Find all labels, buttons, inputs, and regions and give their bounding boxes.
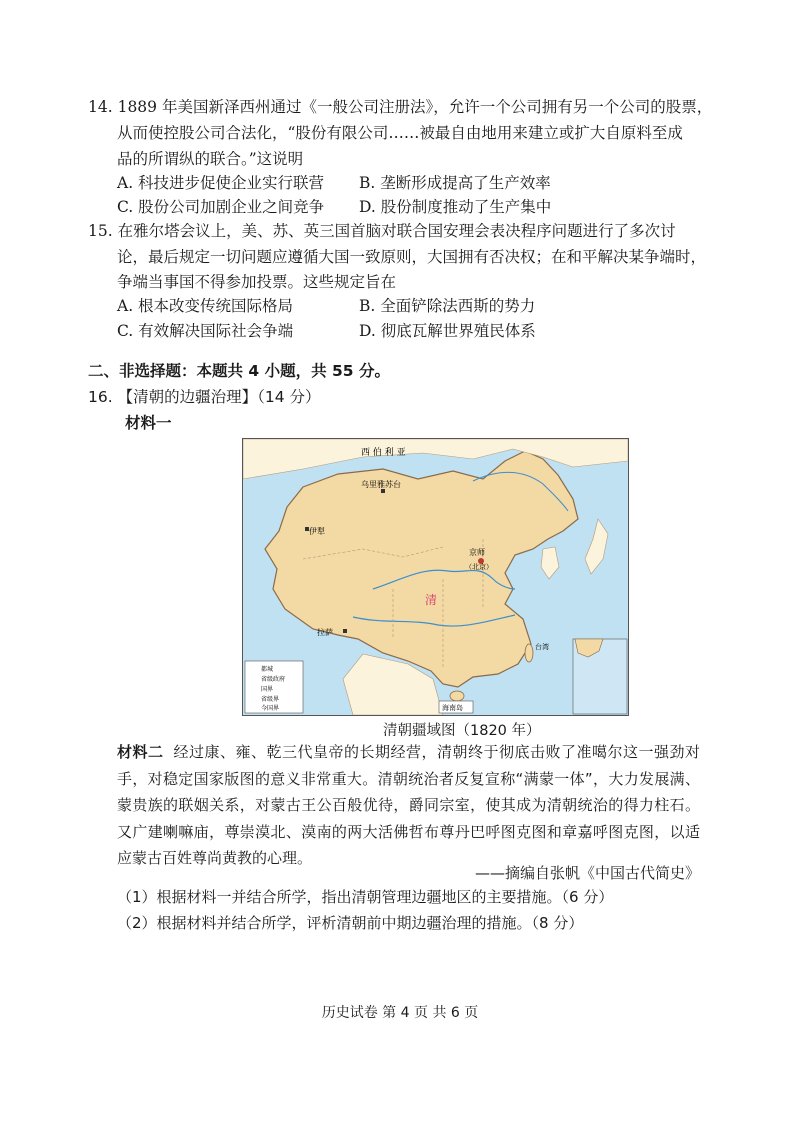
question-15-option-c: C. 有效解决国际社会争端 bbox=[117, 322, 294, 340]
lasa-marker bbox=[343, 629, 347, 633]
japan-land bbox=[585, 519, 608, 574]
map-label-qing: 清 bbox=[425, 593, 438, 607]
map-caption: 清朝疆域图（1820 年） bbox=[383, 723, 541, 739]
sub-question-1: （1）根据材料一并结合所学，指出清朝管理边疆地区的主要措施。（6 分） bbox=[117, 888, 614, 906]
section-2-heading: 二、非选择题：本题共 4 小题，共 55 分。 bbox=[88, 362, 390, 380]
legend-item-modern-border: 今国界 bbox=[261, 705, 280, 712]
question-14-line-1: 14. 1889 年美国新泽西州通过《一般公司注册法》，允许一个公司拥有另一个公司的股票， bbox=[88, 98, 713, 116]
question-14-line-3: 品的所谓纵的联合。”这说明 bbox=[117, 150, 304, 168]
question-15-line-1: 15. 在雅尔塔会议上，美、苏、英三国首脑对联合国安理会表决程序问题进行了多次讨 bbox=[88, 222, 676, 240]
taiwan-island bbox=[525, 644, 533, 662]
map-svg bbox=[243, 439, 628, 715]
map-label-wulisutai: 乌里雅苏台 bbox=[361, 480, 401, 489]
map-label-jingshi: 京师 bbox=[469, 548, 485, 557]
question-15-line-3: 争端当事国不得参加投票。这些规定旨在 bbox=[117, 273, 397, 291]
material-2-source: ——摘编自张帆《中国古代简史》 bbox=[474, 864, 700, 882]
hainan-island bbox=[450, 691, 464, 701]
material-2-text: 经过康、雍、乾三代皇帝的长期经营，清朝终于彻底击败了准噶尔这一强劲对手，对稳定国家版图的意义非常重大。清朝统治者反复宣称“满蒙一体”，大力发展满、蒙贵族的联姻关系，对蒙古王公百般优待，爵同宗室，使其成为清朝统治的得力柱石。又广建喇嘛庙，尊崇漠北、漠南的两大活佛哲布尊丹巴呼图克图和章嘉呼图克图，以适应蒙古百姓尊尚黄教的心理。 bbox=[117, 743, 700, 867]
korea-land bbox=[541, 547, 559, 579]
question-15-line-2: 论，最后规定一切问题应遵循大国一致原则，大国拥有否决权；在和平解决某争端时， bbox=[117, 248, 707, 266]
question-14-option-a: A. 科技进步促使企业实行联营 bbox=[117, 174, 325, 192]
question-14-line-2: 从而使控股公司合法化，“股份有限公司……被最自由地用来建立或扩大自原料至成 bbox=[117, 124, 683, 142]
question-15-option-b: B. 全面铲除法西斯的势力 bbox=[359, 297, 536, 315]
qing-territory-map bbox=[242, 438, 629, 716]
material-1-label: 材料一 bbox=[125, 414, 172, 432]
map-label-taiwan: 台湾 bbox=[535, 643, 549, 651]
map-label-lasa: 拉萨 bbox=[317, 628, 333, 637]
siberia-land bbox=[243, 439, 628, 479]
sub-question-2: （2）根据材料并结合所学，评析清朝前中期边疆治理的措施。（8 分） bbox=[117, 914, 584, 932]
legend-item-capital: 都城 bbox=[261, 666, 274, 673]
map-label-yili: 伊犁 bbox=[309, 527, 325, 536]
question-16-title: 16. 【清朝的边疆治理】（14 分） bbox=[88, 388, 321, 406]
material-2-label: 材料二 bbox=[117, 743, 164, 761]
question-14-option-c: C. 股份公司加剧企业之间竞争 bbox=[117, 198, 325, 216]
wulisutai-marker bbox=[381, 489, 385, 493]
map-label-beijing: （北京） bbox=[465, 563, 493, 571]
question-15-option-a: A. 根本改变传统国际格局 bbox=[117, 297, 294, 315]
question-14-option-d: D. 股份制度推动了生产集中 bbox=[359, 198, 552, 216]
legend-item-province-border: 省级界 bbox=[261, 696, 280, 703]
page-footer: 历史试卷 第 4 页 共 6 页 bbox=[321, 1005, 479, 1021]
legend-item-national-border: 国界 bbox=[261, 686, 274, 693]
map-label-hainan: 海南岛 bbox=[442, 704, 463, 712]
legend-item-province-seat: 省级政府 bbox=[261, 676, 286, 683]
material-2-paragraph bbox=[117, 739, 700, 872]
question-15-option-d: D. 彻底瓦解世界殖民体系 bbox=[359, 322, 536, 340]
map-label-siberia: 西 伯 利 亚 bbox=[361, 448, 406, 458]
question-14-option-b: B. 垄断形成提高了生产效率 bbox=[359, 174, 551, 192]
